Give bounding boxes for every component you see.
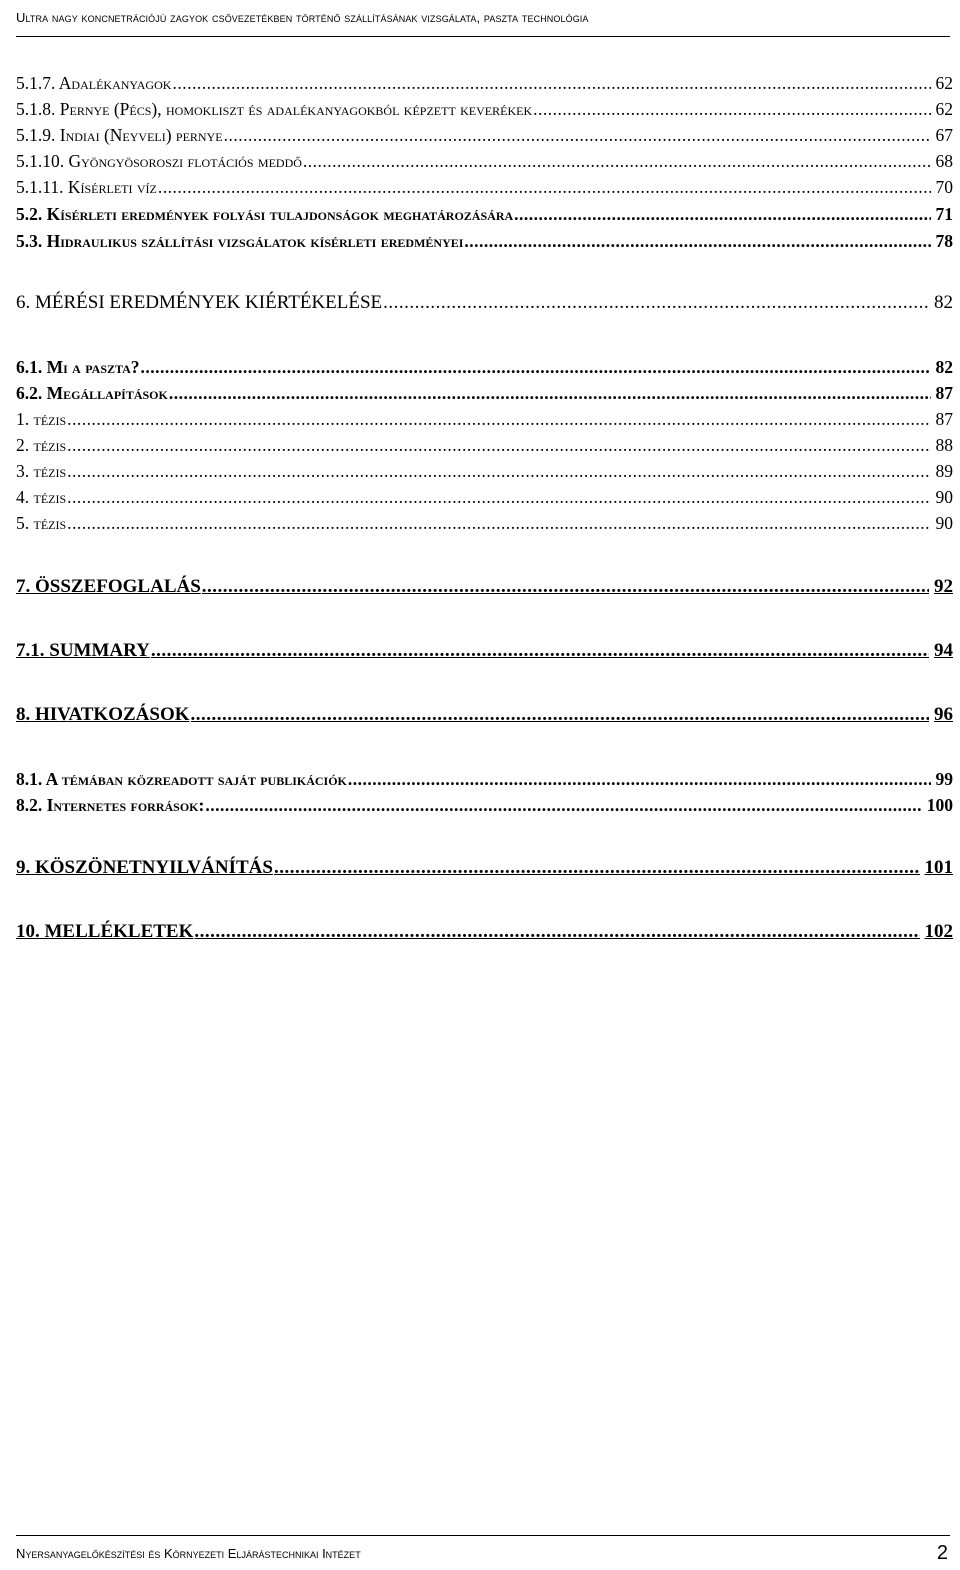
toc-number: 5.1.9. xyxy=(16,125,56,145)
toc-title: Adalékanyagok xyxy=(58,73,172,93)
toc-title: tézis xyxy=(33,435,67,455)
toc-entry-5-1-11[interactable] xyxy=(16,176,953,198)
toc-page-number: 90 xyxy=(935,513,953,533)
toc-entry-tezis-3[interactable] xyxy=(16,460,953,482)
toc-title: Kísérleti eredmények folyási tulajdonságok meghatározására xyxy=(46,204,514,224)
toc-entry-5-2[interactable] xyxy=(16,203,953,225)
toc-leader-dots xyxy=(224,124,931,146)
toc-page-number: 67 xyxy=(935,125,953,145)
toc-title: Mi a paszta? xyxy=(46,357,140,377)
toc-number: 4. xyxy=(16,487,30,507)
toc-entry-7-1[interactable] xyxy=(16,640,953,662)
toc-number: 8.2. xyxy=(16,795,43,815)
toc-leader-dots xyxy=(158,176,931,198)
toc-entry-5-1-8[interactable] xyxy=(16,98,953,120)
toc-entry-5-3[interactable] xyxy=(16,230,953,252)
toc-leader-dots xyxy=(274,857,920,879)
toc-leader-dots xyxy=(194,921,919,943)
running-header xyxy=(16,0,950,37)
toc-number: 8. xyxy=(16,704,31,725)
toc-entry-6-2[interactable] xyxy=(16,382,953,404)
toc-page-number: 71 xyxy=(935,204,953,224)
toc-title: Kísérleti víz xyxy=(67,177,157,197)
footer-page-number: 2 xyxy=(936,1541,948,1564)
toc-leader-dots xyxy=(533,98,930,120)
toc-number: 6.1. xyxy=(16,357,43,377)
toc-title: MELLÉKLETEK xyxy=(44,921,194,942)
toc-number: 7.1. xyxy=(16,640,45,661)
toc-page-number: 88 xyxy=(935,435,953,455)
toc-leader-dots xyxy=(141,356,931,378)
toc-number: 1. xyxy=(16,409,30,429)
toc-number: 5.1.11. xyxy=(16,177,64,197)
toc-page-number: 99 xyxy=(935,769,953,789)
toc-title: tézis xyxy=(33,461,67,481)
toc-title: tézis xyxy=(33,513,67,533)
toc-number: 5.1.8. xyxy=(16,99,56,119)
toc-entry-6-1[interactable] xyxy=(16,356,953,378)
toc-title: MÉRÉSI EREDMÉNYEK KIÉRTÉKELÉSE xyxy=(35,292,383,313)
toc-number: 3. xyxy=(16,461,30,481)
toc-leader-dots xyxy=(67,512,930,534)
toc-page-number: 82 xyxy=(935,357,953,377)
toc-entry-10[interactable] xyxy=(16,921,953,943)
toc-entry-5-1-7[interactable] xyxy=(16,72,953,94)
toc-entry-7[interactable] xyxy=(16,576,953,598)
toc-entry-tezis-1[interactable] xyxy=(16,408,953,430)
toc-leader-dots xyxy=(303,150,931,172)
toc-title: tézis xyxy=(33,487,67,507)
toc-entry-8-1[interactable] xyxy=(16,768,953,790)
toc-title: A témában közreadott saját publikációk xyxy=(45,769,347,789)
footer-institute: Nyersanyagelőkészítési és Környezeti Eljárástechnikai Intézet xyxy=(16,1545,361,1561)
toc-entry-6[interactable] xyxy=(16,292,953,314)
toc-number: 5.1.7. xyxy=(16,73,56,93)
toc-title: Internetes források: xyxy=(46,795,205,815)
toc-leader-dots xyxy=(67,434,930,456)
toc-page-number: 62 xyxy=(935,99,953,119)
toc-title: Megállapítások xyxy=(46,383,168,403)
toc-page-number: 92 xyxy=(934,576,953,597)
toc-leader-dots xyxy=(464,230,930,252)
toc-number: 7. xyxy=(16,576,31,597)
toc-entry-tezis-2[interactable] xyxy=(16,434,953,456)
toc-title: SUMMARY xyxy=(49,640,150,661)
toc-leader-dots xyxy=(67,486,930,508)
toc-number: 2. xyxy=(16,435,30,455)
toc-leader-dots xyxy=(383,292,929,314)
toc-entry-5-1-10[interactable] xyxy=(16,150,953,172)
toc-number: 5.2. xyxy=(16,204,43,224)
toc-number: 10. xyxy=(16,921,40,942)
toc-page-number: 101 xyxy=(924,857,953,878)
toc-number: 5.3. xyxy=(16,231,43,251)
toc-entry-9[interactable] xyxy=(16,857,953,879)
toc-entry-5-1-9[interactable] xyxy=(16,124,953,146)
toc-page-number: 89 xyxy=(935,461,953,481)
toc-number: 9. xyxy=(16,857,31,878)
toc-title: Hidraulikus szállítási vizsgálatok kísérleti eredményei xyxy=(46,231,464,251)
toc-page-number: 68 xyxy=(935,151,953,171)
toc-title: HIVATKOZÁSOK xyxy=(35,704,190,725)
toc-title: KÖSZÖNETNYILVÁNÍTÁS xyxy=(35,857,273,878)
header-title: Ultra nagy koncnetrációjú zagyok csővezetékben történő szállításának vizsgálata, paszta technológia xyxy=(16,10,589,25)
toc-leader-dots xyxy=(202,576,929,598)
toc-title: tézis xyxy=(33,409,67,429)
toc-leader-dots xyxy=(169,382,931,404)
toc-number: 5.1.10. xyxy=(16,151,65,171)
toc-entry-tezis-4[interactable] xyxy=(16,486,953,508)
toc-page-number: 96 xyxy=(934,704,953,725)
toc-page-number: 87 xyxy=(935,409,953,429)
toc-title: ÖSSZEFOGLALÁS xyxy=(35,576,201,597)
toc-page-number: 90 xyxy=(935,487,953,507)
toc-page-number: 62 xyxy=(935,73,953,93)
toc-page-number: 94 xyxy=(934,640,953,661)
toc-leader-dots xyxy=(348,768,931,790)
toc-number: 5. xyxy=(16,513,30,533)
toc-page-number: 78 xyxy=(935,231,953,251)
toc-leader-dots xyxy=(172,72,930,94)
toc-number: 6.2. xyxy=(16,383,43,403)
toc-title: Indiai (Neyveli) pernye xyxy=(59,125,223,145)
toc-leader-dots xyxy=(205,794,921,816)
toc-leader-dots xyxy=(67,460,930,482)
toc-page-number: 87 xyxy=(935,383,953,403)
toc-title: Pernye (Pécs), homokliszt és adalékanyagokból képzett keverékek xyxy=(59,99,533,119)
toc-leader-dots xyxy=(151,640,929,662)
toc-number: 8.1. xyxy=(16,769,43,789)
toc-entry-8-2[interactable] xyxy=(16,794,953,816)
toc-leader-dots xyxy=(67,408,930,430)
toc-number: 6. xyxy=(16,292,31,313)
toc-page-number: 70 xyxy=(935,177,953,197)
running-footer xyxy=(16,1535,950,1570)
toc-page-number: 102 xyxy=(924,921,953,942)
toc-title: Gyöngyösoroszi flotációs meddő xyxy=(68,151,302,171)
toc-page-number: 100 xyxy=(926,795,953,815)
toc-entry-tezis-5[interactable] xyxy=(16,512,953,534)
toc-page-number: 82 xyxy=(934,292,953,313)
toc-leader-dots xyxy=(191,704,929,726)
toc-leader-dots xyxy=(514,203,930,225)
toc-entry-8[interactable] xyxy=(16,704,953,726)
